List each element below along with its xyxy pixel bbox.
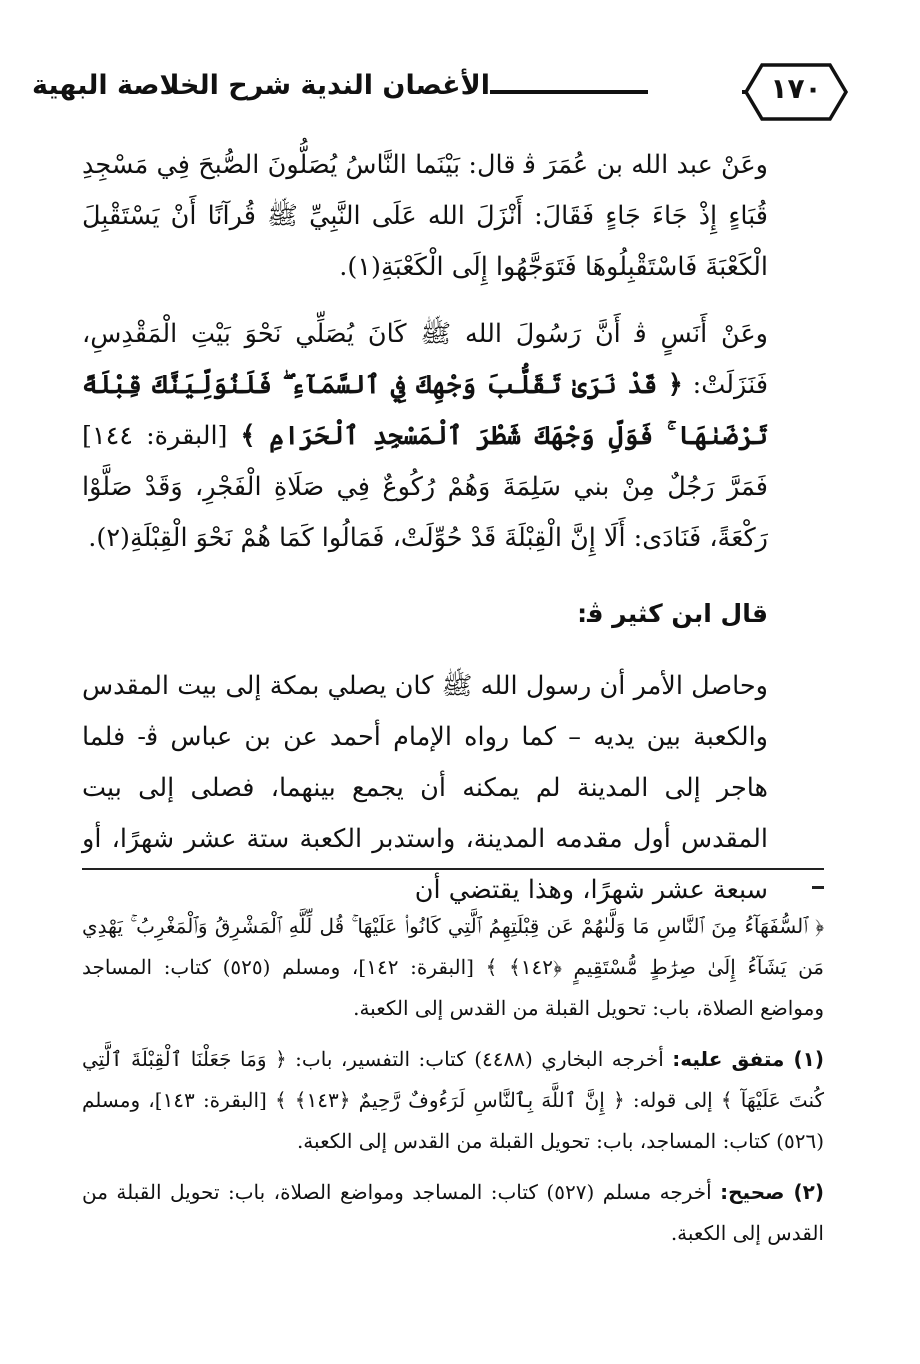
hadith-anas-intro: وعَنْ أَنَسٍ ﭬ أَنَّ رَسُولَ الله ﷺ كَانَ يُصَلِّي نَحْوَ بَيْتِ الْمَقْدِسِ، فَنَزَلَتْ: <box>82 319 769 400</box>
page-number: ١٧٠ <box>770 72 822 105</box>
main-text <box>82 140 824 932</box>
footnote-continuation-mark <box>812 886 824 889</box>
hadith-ibn-umar: وعَنْ عبد الله بن عُمَرَ ﭬ قال: بَيْنَما النَّاسُ يُصَلُّونَ الصُّبحَ فِي مَسْجِدِ قُبَاءٍ إِذْ جَاءَ جَاءٍ فَقَالَ: أَنْزَلَ الله عَلَى النَّبِيِّ ﷺ قُرآنًا أَنْ يَسْتَقْبِلَ الْكَعْبَةَ فَاسْتَقْبِلُوهَا فَتَوَجَّهُوا إِلَى الْكَعْبَةِ(١). <box>82 150 768 282</box>
footnotes <box>82 906 824 1264</box>
footnote-1-label: (١) متفق عليه: <box>672 1047 825 1071</box>
footnote-2 <box>82 1172 824 1254</box>
hadith-anas <box>82 309 824 564</box>
header-rule <box>490 90 648 94</box>
quran-verse: ﴿ قَدْ نَرَىٰ تَقَلُّبَ وَجْهِكَ فِي ٱلسَّمَآءِ ۖ فَلَنُوَلِّيَنَّكَ قِبْلَةً تَرْضَىٰهَا ۚ فَوَلِّ وَجْهَكَ شَطْرَ ٱلْمَسْجِدِ ٱلْحَرَامِ ﴾ <box>82 370 768 451</box>
footnote-continued: ﴿ ٱلسُّفَهَآءُ مِنَ ٱلنَّاسِ مَا وَلَّىٰهُمْ عَن قِبْلَتِهِمُ ٱلَّتِي كَانُوا۟ عَلَيْهَا ۚ قُل لِّلَّهِ ٱلْمَشْرِقُ وَٱلْمَغْرِبُ ۚ يَهْدِي مَن يَشَآءُ إِلَىٰ صِرَٰطٍ مُّسْتَقِيمٍ ﴿١٤٢﴾ ﴾ [البقرة: ١٤٢]، ومسلم (٥٢٥) كتاب: المساجد ومواضع الصلاة، باب: تحويل القبلة من القدس إلى الكعبة. <box>82 914 825 1020</box>
running-title: الأغصان الندية شرح الخلاصة البهية <box>32 70 490 101</box>
footnote-2-label: (٢) صحيح: <box>720 1180 825 1204</box>
page-header <box>32 62 850 122</box>
hadith-anas-rest: [البقرة: ١٤٤] فَمَرَّ رَجُلٌ مِنْ بني سَلِمَةَ وَهُمْ رُكُوعٌ فِي صَلَاةِ الْفَجْرِ، وَقَدْ صَلَّوْا رَكْعَةً، فَنَادَى: أَلَا إِنَّ الْقِبْلَةَ قَدْ حُوِّلَتْ، فَمَالُوا كَمَا هُمْ نَحْوَ الْقِبْلَةِ(٢). <box>82 421 768 553</box>
footnote-2-text: أخرجه مسلم (٥٢٧) كتاب: المساجد ومواضع الصلاة، باب: تحويل القبلة من القدس إلى الكعبة. <box>82 1180 824 1245</box>
ibn-kathir-text: وحاصل الأمر أن رسول الله ﷺ كان يصلي بمكة إلى بيت المقدس والكعبة بين يديه – كما رواه الإمام أحمد عن بن عباس ﭬ- فلما هاجر إلى المدينة لم يمكنه أن يجمع بينهما، فصلى إلى بيت المقدس أول مقدمه المدينة، واستدبر الكعبة ستة عشر شهرًا، أو سبعة عشر شهرًا، وهذا يقتضي أن <box>82 671 768 905</box>
footnote-1-text: أخرجه البخاري (٤٤٨٨) كتاب: التفسير، باب: ﴿ وَمَا جَعَلْنَا ٱلْقِبْلَةَ ٱلَّتِي كُنتَ عَلَيْهَآ ﴾ إلى قوله: ﴿ إِنَّ ٱللَّهَ بِٱلنَّاسِ لَرَءُوفٌ رَّحِيمٌ ﴿١٤٣﴾ ﴾ [البقرة: ١٤٣]، ومسلم (٥٢٦) كتاب: المساجد، باب: تحويل القبلة من القدس إلى الكعبة. <box>82 1047 824 1153</box>
page-number-badge <box>742 62 850 122</box>
section-heading: قال ابن كثير ﭬ: <box>577 599 768 628</box>
footnote-1 <box>82 1039 824 1162</box>
footnote-separator <box>82 868 824 870</box>
